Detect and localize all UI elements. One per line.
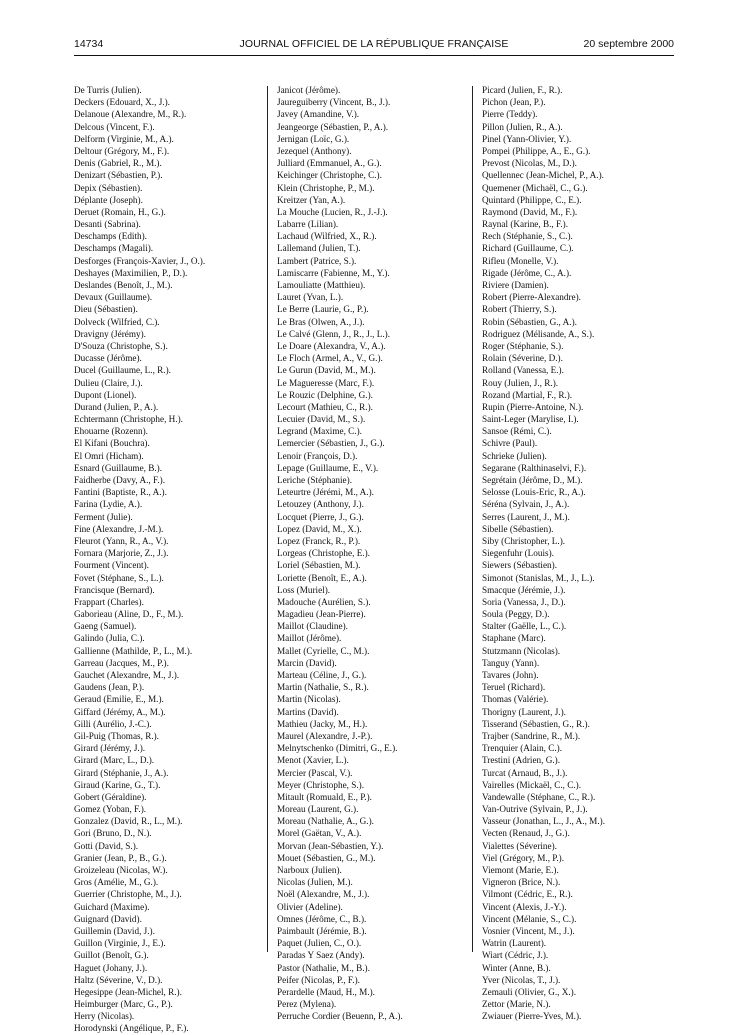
name-entry: Guerrier (Christophe, M., J.). [74,889,182,900]
name-entry: Vincent (Alexis, J.-Y.). [482,901,567,912]
name-entry: Riviere (Damien). [482,280,549,290]
name-entry: Deltour (Grégory, M., F.). [74,145,170,156]
name-entry: Martin (Nathalie, S., R.). [277,682,369,693]
name-entry: Gaborieau (Aline, D., F., M.). [74,609,184,620]
name-entry: Mouet (Sébastien, G., M.). [277,852,376,863]
name-entry: Deruet (Romain, H., G.). [74,206,166,217]
name-entry: Mathieu (Jacky, M., H.). [277,718,368,729]
name-entry: Morvan (Jean-Sébastien, Y.). [277,840,384,851]
name-entry: Raynal (Karine, B., F.). [482,219,569,230]
name-entry: Esnard (Guillaume, B.). [74,462,163,473]
name-entry: Heimburger (Marc, G., P.). [74,999,173,1010]
header-rule [74,55,674,56]
name-entry: Le Calvé (Glenn, J., R., J., L.). [277,328,391,339]
name-entry: Pillon (Julien, R., A.). [482,121,563,132]
name-entry: Keichinger (Christophe, C.). [277,170,382,181]
name-entry: Devaux (Guillaume). [74,292,153,303]
name-entry: Quintard (Philippe, C., E.). [482,194,582,205]
name-entry: Giraud (Karine, G., T.). [74,779,161,790]
name-entry: Le Berre (Laurie, G., P.). [277,304,369,315]
name-entry: Frappart (Charles). [74,596,144,607]
journal-title: JOURNAL OFFICIEL DE LA RÉPUBLIQUE FRANÇAISE [239,38,509,50]
name-entry: Yver (Nicolas, T., J.). [482,974,561,985]
names-column-1 [74,84,270,1035]
page-header [74,36,674,54]
name-entry: Roger (Stéphanie, S.). [482,340,564,351]
name-entry: Mitault (Romuald, E., P.). [277,791,372,802]
name-entry: Fine (Alexandre, J.-M.). [74,523,164,534]
name-entry: Leteurtre (Jérémi, M., A.). [277,487,374,498]
name-entry: Maillot (Jérôme). [277,633,342,644]
name-entry: Fleurot (Yann, R., A., V.). [74,535,169,546]
name-entry: Le Magueresse (Marc, F.). [277,377,375,388]
name-entry: Watrin (Laurent). [482,938,547,949]
name-entry: Jernigan (Loïc, G.). [277,133,350,144]
name-entry: Quemener (Michaël, C., G.). [482,182,588,193]
name-entry: Mallet (Cyrielle, C., M.). [277,645,370,656]
name-entry: Vecten (Renaud, J., G.). [482,828,570,839]
name-entry: Fantini (Baptiste, R., A.). [74,487,167,498]
name-entry: Kreitzer (Yan, A.). [277,194,346,205]
name-entry: Ferment (Julie). [74,511,133,522]
name-entry: Ehouarne (Rozenn). [74,426,148,437]
name-entry: Fovet (Stéphane, S., L.). [74,572,164,583]
name-entry: Wiart (Cédric, J.). [482,950,549,961]
name-entry: Delcous (Vincent, F.). [74,121,155,132]
name-entry: Dolveck (Wilfried, C.). [74,316,160,327]
name-entry: Lopez (Franck, R., P.). [277,535,361,546]
name-entry: De Turris (Julien). [74,85,142,95]
name-entry: Legrand (Maxime, C.). [277,426,362,437]
name-entry: Le Rouzic (Delphine, G.). [277,389,373,400]
name-entry: Soula (Peggy, D.). [482,609,550,620]
name-entry: Viemont (Marie, E.). [482,865,559,875]
name-entry: Thomas (Valérie). [482,694,549,705]
name-entry: Zettor (Marie, N.). [482,999,551,1010]
name-entry: Le Bras (Olwen, A., J.). [277,316,365,327]
name-entry: Gonzalez (David, R., L., M.). [74,816,183,827]
name-entry: Segrétain (Jérôme, D., M.). [482,475,583,485]
name-entry: Pinel (Yann-Olivier, Y.). [482,133,572,144]
name-entry: Faidherbe (Davy, A., F.). [74,475,166,485]
name-entry: Lambert (Patrice, S.). [277,255,357,266]
name-entry: Javey (Amandine, V.). [277,109,360,120]
name-entry: Lecuier (David, M., S.). [277,414,366,425]
names-column-3 [482,84,678,1022]
name-entry: Galindo (Julia, C.). [74,633,145,644]
name-entry: Pierre (Teddy). [482,109,538,120]
name-entry: Letouzey (Anthony, J.). [277,499,364,510]
name-entry: Denis (Gabriel, R., M.). [74,158,162,169]
name-entry: Lamouliatte (Matthieu). [277,280,366,290]
name-entry: D'Souza (Christophe, S.). [74,340,168,351]
name-entry: Madouche (Aurélien, S.). [277,596,371,607]
name-entry: Sibelle (Sébastien). [482,523,554,534]
name-entry: Siewers (Sébastien). [482,560,558,571]
name-entry: Marcin (David). [277,657,337,668]
name-entry: Lopez (David, M., X.). [277,523,362,534]
name-entry: Deslandes (Benoît, J., M.). [74,280,173,290]
name-entry: Vialettes (Séverine). [482,840,557,851]
name-entry: Farina (Lydie, A.). [74,499,143,510]
name-entry: Turcat (Arnaud, B., J.). [482,767,568,778]
name-entry: Gauchet (Alexandre, M., J.). [74,670,180,680]
name-entry: Marteau (Céline, J., G.). [277,670,367,680]
name-entry: Trajber (Sandrine, R., M.). [482,730,581,741]
name-entry: Girard (Marc, L., D.). [74,755,155,766]
name-entry: Vilmont (Cédric, E., R.). [482,889,573,900]
name-entry: Moreau (Laurent, G.). [277,804,359,815]
name-entry: Le Gurun (David, M., M.). [277,365,376,376]
page-number: 14734 [74,38,104,50]
name-entry: Depix (Sébastien). [74,182,143,193]
name-entry: Rigade (Jérôme, C., A.). [482,267,572,278]
name-entry: Leriche (Stéphanie). [277,475,352,485]
name-entry: Zwiauer (Pierre-Yves, M.). [482,1011,582,1022]
name-entry: Robert (Thierry, S.). [482,304,557,315]
name-entry: Serres (Laurent, J., M.). [482,511,570,522]
name-entry: Desanti (Sabrina). [74,219,141,230]
name-entry: Séréna (Sylvain, J., A.). [482,499,570,510]
name-entry: Magadieu (Jean-Pierre). [277,609,366,620]
name-entry: Maurel (Alexandre, J.-P.). [277,730,373,741]
name-entry: Dieu (Sébastien). [74,304,138,315]
issue-date: 20 septembre 2000 [583,38,674,50]
name-entry: Vigneron (Brice, N.). [482,877,561,888]
name-entry: Girard (Stéphanie, J., A.). [74,767,169,778]
name-entry: Loss (Muriel). [277,584,331,595]
name-entry: Richard (Guillaume, C.). [482,243,574,254]
name-entry: Gotti (David, S.). [74,840,139,851]
name-entry: Smacque (Jérémie, J.). [482,584,566,595]
name-entry: Morel (Gaëtan, V., A.). [277,828,362,839]
name-entry: Tanguy (Yann). [482,657,540,668]
name-entry: Janicot (Jérôme). [277,85,341,95]
name-entry: Stalter (Gaëlle, L., C.). [482,621,567,632]
name-entry: Gori (Bruno, D., N.). [74,828,152,839]
column-divider-2 [472,86,473,952]
name-entry: Gil-Puig (Thomas, R.). [74,730,159,741]
name-entry: Selosse (Louis-Eric, R., A.). [482,487,586,498]
name-entry: Melnytschenko (Dimitri, G., E.). [277,743,398,754]
name-entry: Soria (Vanessa, J., D.). [482,596,566,607]
name-entry: Saint-Leger (Marylise, I.). [482,414,579,425]
name-entry: Guichard (Maxime). [74,901,150,912]
name-entry: Horodynski (Angélique, P., F.). [74,1023,189,1034]
name-entry: Peifer (Nicolas, P., F.). [277,974,360,985]
name-entry: Jezequel (Anthony). [277,145,352,156]
name-entry: Rozand (Martial, F., R.). [482,389,573,400]
name-entry: Teruel (Richard). [482,682,546,693]
name-entry: Pompei (Philippe, A., E., G.). [482,145,591,156]
name-entry: Gomez (Yoban, F.). [74,804,147,815]
name-entry: Lauret (Yvan, L.). [277,292,344,303]
name-entry: Garreau (Jacques, M., P.). [74,657,169,668]
name-entry: Vosnier (Vincent, M., J.). [482,925,575,936]
name-entry: Tavares (John). [482,670,539,680]
name-entry: Simonot (Stanislas, M., J., L.). [482,572,595,583]
name-entry: Schivre (Paul). [482,438,538,449]
name-entry: Echtermann (Christophe, H.). [74,414,183,425]
name-entry: Moreau (Nathalie, A., G.). [277,816,374,827]
name-entry: El Kifani (Bouchra). [74,438,150,449]
name-entry: Pastor (Nathalie, M., B.). [277,962,370,973]
name-entry: Picard (Julien, F., R.). [482,85,563,95]
name-entry: Raymond (David, M., F.). [482,206,578,217]
name-entry: Lachaud (Wilfried, X., R.). [277,231,377,242]
name-entry: Menot (Xavier, L.). [277,755,349,766]
name-entry: Tisserand (Sébastien, G., R.). [482,718,590,729]
name-entry: Gilli (Aurélio, J.-C.). [74,718,152,729]
name-entry: Lecourt (Mathieu, C., R.). [277,401,373,412]
name-entry: Maillot (Claudine). [277,621,348,632]
name-entry: Prevost (Nicolas, M., D.). [482,158,577,169]
name-entry: Locquet (Pierre, J., G.). [277,511,364,522]
name-entry: Gobert (Géraldine). [74,791,147,802]
name-entry: Paimbault (Jérémie, B.). [277,925,367,936]
name-entry: Thorigny (Laurent, J.). [482,706,566,717]
name-entry: Francisque (Bernard). [74,584,155,595]
name-entry: Guignard (David). [74,913,142,924]
name-entry: Geraud (Emilie, E., M.). [74,694,164,705]
name-entry: Paradas Y Saez (Andy). [277,950,365,961]
name-entry: Loriel (Sébastien, M.). [277,560,361,571]
name-entry: Rifleu (Monelle, V.). [482,255,559,266]
name-entry: Guillon (Virginie, J., E.). [74,938,166,949]
name-entry: Lorgeas (Christophe, E.). [277,548,370,559]
name-entry: Labarre (Lilian). [277,219,339,230]
name-entry: Quellennec (Jean-Michel, P., A.). [482,170,604,181]
names-column-2 [277,84,473,1022]
name-entry: Julliard (Emmanuel, A., G.). [277,158,382,169]
name-entry: Perez (Mylena). [277,999,337,1010]
name-entry: Denizart (Sébastien, P.). [74,170,163,181]
name-entry: Haltz (Séverine, V., D.). [74,974,163,985]
name-entry: Rupin (Pierre-Antoine, N.). [482,401,584,412]
name-entry: Herry (Nicolas). [74,1011,135,1022]
name-entry: Rech (Stéphanie, S., C.). [482,231,573,242]
name-entry: Meyer (Christophe, S.). [277,779,365,790]
name-entry: Deschamps (Magali). [74,243,154,254]
name-entry: Guillemin (David, J.). [74,925,155,936]
name-entry: Vincent (Mélanie, S., C.). [482,913,577,924]
name-entry: Groizeleau (Nicolas, W.). [74,865,168,875]
name-entry: Olivier (Adeline). [277,901,343,912]
name-entry: Mercier (Pascal, V.). [277,767,353,778]
name-entry: Gaeng (Samuel). [74,621,137,632]
name-entry: Klein (Christophe, P., M.). [277,182,375,193]
name-entry: Omnes (Jérôme, C., B.). [277,913,367,924]
name-entry: Robin (Sébastien, G., A.). [482,316,577,327]
name-entry: Deschamps (Edith). [74,231,147,242]
name-entry: Sansoe (Rémi, C.). [482,426,552,437]
name-entry: Robert (Pierre-Alexandre). [482,292,581,303]
name-entry: Rolain (Séverine, D.). [482,353,563,364]
name-entry: Giffard (Jérémy, A., M.). [74,706,166,717]
name-entry: Trenquier (Alain, C.). [482,743,563,754]
name-entry: Martin (Nicolas). [277,694,341,705]
name-entry: Fourment (Vincent). [74,560,149,571]
name-entry: Paquet (Julien, C., O.). [277,938,362,949]
name-entry: Lemercier (Sébastien, J., G.). [277,438,385,449]
name-entry: Girard (Jérémy, J.). [74,743,146,754]
name-entry: Martins (David). [277,706,339,717]
name-entry: El Omri (Hicham). [74,450,144,461]
column-divider-1 [267,86,268,952]
name-entry: Segarane (Ralthinaselvi, F.). [482,462,587,473]
name-entry: Perruche Cordier (Beuenn, P., A.). [277,1011,403,1022]
name-entry: Stutzmann (Nicolas). [482,645,561,656]
name-entry: Vairelles (Mickaël, C., C.). [482,779,581,790]
name-entry: Granier (Jean, P., B., G.). [74,852,167,863]
name-entry: Haguet (Johany, J.). [74,962,148,973]
name-entry: Deshayes (Maximilien, P., D.). [74,267,188,278]
name-entry: Le Floch (Armel, A., V., G.). [277,353,383,364]
name-entry: Hegesippe (Jean-Michel, R.). [74,986,182,997]
name-entry: Lamiscarre (Fabienne, M., Y.). [277,267,390,278]
name-entry: Noël (Alexandre, M., J.). [277,889,370,900]
name-entry: Deckers (Edouard, X., J.). [74,97,170,108]
name-entry: Vasseur (Jonathan, L., J., A., M.). [482,816,605,827]
name-entry: Dravigny (Jérémy). [74,328,146,339]
name-entry: Winter (Anne, B.). [482,962,551,973]
name-entry: Rouy (Julien, J., R.). [482,377,559,388]
name-entry: Déplante (Joseph). [74,194,143,205]
name-entry: Loriette (Benoît, E., A.). [277,572,367,583]
name-entry: Le Doare (Alexandra, V., A.). [277,340,386,351]
name-entry: Durand (Julien, P., A.). [74,401,159,412]
name-entry: Jeangeorge (Sébastien, P., A.). [277,121,389,132]
name-entry: Desforges (François-Xavier, J., O.). [74,255,206,266]
name-entry: Perardelle (Maud, H., M.). [277,986,375,997]
name-entry: Siby (Christopher, L.). [482,535,566,546]
name-entry: Viel (Grégory, M., P.). [482,852,565,863]
name-entry: Ducel (Guillaume, L., R.). [74,365,171,376]
name-entry: Lenoir (François, D.). [277,450,358,461]
name-entry: Rolland (Vanessa, E.). [482,365,564,376]
name-entry: Dupont (Lionel). [74,389,137,400]
name-entry: Staphane (Marc). [482,633,546,644]
name-entry: Siegenfuhr (Louis). [482,548,554,559]
name-entry: Rodriguez (Mélisande, A., S.). [482,328,595,339]
name-entry: Vandewalle (Stéphane, C., R.). [482,791,596,802]
name-entry: Delanoue (Alexandre, M., R.). [74,109,187,120]
name-entry: Gros (Amélie, M., G.). [74,877,159,888]
name-entry: Lallemand (Julien, T.). [277,243,361,254]
name-entry: Zemauli (Olivier, G., X.). [482,986,577,997]
name-entry: Trestini (Adrien, G.). [482,755,561,766]
name-entry: Lepage (Guillaume, E., V.). [277,462,379,473]
name-entry: Fornara (Marjorie, Z., J.). [74,548,169,559]
name-entry: Guillot (Benoît, G.). [74,950,149,961]
name-entry: La Mouche (Lucien, R., J.-J.). [277,206,388,217]
name-entry: Gaudens (Jean, P.). [74,682,145,693]
name-entry: Schrieke (Julien). [482,450,547,461]
name-entry: Narboux (Julien). [277,865,342,875]
name-entry: Jaureguiberry (Vincent, B., J.). [277,97,391,108]
name-entry: Pichon (Jean, P.). [482,97,546,108]
name-entry: Dulieu (Claire, J.). [74,377,143,388]
name-entry: Delform (Virginie, M., A.). [74,133,174,144]
name-entry: Gallienne (Mathilde, P., L., M.). [74,645,193,656]
name-entry: Van-Outrive (Sylvain, P., J.). [482,804,588,815]
name-entry: Nicolas (Julien, M.). [277,877,353,888]
name-entry: Ducasse (Jérôme). [74,353,142,364]
